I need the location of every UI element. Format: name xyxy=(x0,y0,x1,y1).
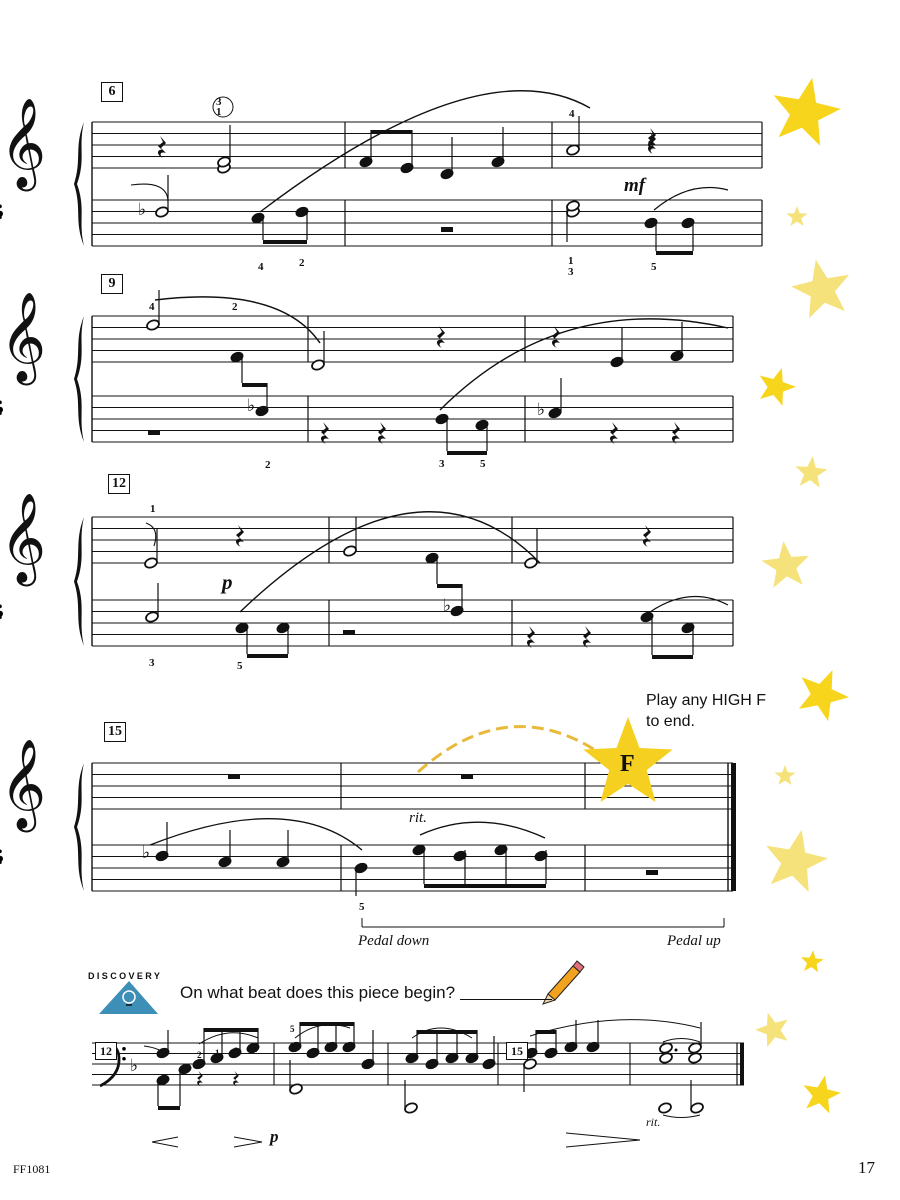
note-head xyxy=(343,545,358,558)
brace xyxy=(74,122,84,246)
decorative-star-icon xyxy=(774,78,841,146)
quarter-rest xyxy=(583,626,591,648)
excerpt-rit: rit. xyxy=(646,1115,661,1129)
crescendo xyxy=(152,1137,178,1142)
decorative-star-icon xyxy=(762,541,809,588)
note-head xyxy=(659,1042,674,1055)
fingering: 5 xyxy=(480,458,486,470)
discovery-question-text: On what beat does this piece begin? xyxy=(180,983,456,1002)
star-note-label: F xyxy=(620,751,635,777)
quarter-rest xyxy=(610,422,618,444)
dot xyxy=(675,1049,678,1052)
whole-rest xyxy=(461,774,473,779)
fingering: 1 xyxy=(150,503,156,515)
slur xyxy=(650,596,728,612)
beam xyxy=(656,251,693,255)
bass-clef-dot xyxy=(0,205,2,209)
whole-rest xyxy=(148,430,160,435)
brace xyxy=(74,316,84,442)
quarter-rest xyxy=(233,1071,239,1086)
callout-line-1: Play any HIGH F xyxy=(646,692,767,709)
fingering: 5 xyxy=(290,1024,295,1034)
beam xyxy=(652,655,693,659)
note-head xyxy=(146,319,161,332)
dynamic-p: p xyxy=(222,570,233,594)
whole-rest xyxy=(343,630,355,635)
slur xyxy=(131,184,168,202)
discovery-question xyxy=(180,983,552,1003)
slur xyxy=(146,523,156,546)
fingering: 5 xyxy=(237,660,243,672)
crescendo xyxy=(152,1142,178,1147)
excerpt-dynamic-p: p xyxy=(270,1127,279,1146)
beam xyxy=(263,240,307,244)
bass-clef-dot xyxy=(0,605,2,609)
answer-blank[interactable] xyxy=(460,983,552,1000)
quarter-rest xyxy=(527,626,535,648)
measure-number-12: 12 xyxy=(108,474,130,494)
note-head xyxy=(144,557,159,570)
quarter-rest xyxy=(378,422,386,444)
fingering: 2 xyxy=(234,1046,239,1056)
pedal-up-label: Pedal up xyxy=(667,933,721,949)
footer-code: FF1081 xyxy=(13,1162,51,1176)
pedal-down-label: Pedal down xyxy=(358,933,430,949)
final-barline-thick xyxy=(740,1043,744,1085)
decorative-star-icon xyxy=(791,260,849,319)
decrescendo xyxy=(566,1133,640,1140)
beam xyxy=(158,1106,180,1110)
decrescendo xyxy=(234,1142,262,1147)
treble-clef: 𝄞 xyxy=(0,97,47,189)
note-head xyxy=(311,359,326,372)
fingering: 4 xyxy=(253,1044,258,1054)
note-head xyxy=(566,144,581,157)
flat-sign: ♭ xyxy=(130,1056,139,1076)
slur xyxy=(663,1039,700,1043)
note-head xyxy=(404,1102,419,1115)
bass-clef-dot xyxy=(122,1047,126,1051)
decorative-star-icon xyxy=(799,670,849,721)
decorative-star-icon xyxy=(801,950,824,972)
decorative-star-icon xyxy=(760,368,796,406)
callout-line-2: to end. xyxy=(646,713,695,730)
beam xyxy=(437,584,462,588)
fingering: 3 xyxy=(568,266,574,278)
slur xyxy=(199,1033,258,1044)
final-barline-thick xyxy=(731,763,736,891)
bass-clef-dot xyxy=(122,1057,126,1061)
beam xyxy=(242,383,267,387)
note-head xyxy=(145,611,160,624)
decorative-star-icon xyxy=(766,830,828,892)
fingering: 2 xyxy=(197,1050,202,1060)
measure-number-9: 9 xyxy=(101,274,123,294)
decorative-star-icon xyxy=(804,1075,841,1113)
fingering: 1 xyxy=(568,255,574,267)
pencil-icon xyxy=(548,966,580,1000)
fingering: 2 xyxy=(299,257,305,269)
note-head xyxy=(658,1102,673,1115)
brace xyxy=(74,517,84,646)
whole-rest xyxy=(646,870,658,875)
fingering: 3 xyxy=(439,458,445,470)
dynamic-mf: mf xyxy=(624,175,646,196)
flat-sign: ♭ xyxy=(537,400,546,420)
fingering: 3 xyxy=(149,657,155,669)
page-number: 17 xyxy=(858,1158,875,1177)
fingering: 2 xyxy=(265,459,271,471)
slur xyxy=(260,91,590,212)
quarter-rest xyxy=(197,1071,203,1086)
beam xyxy=(424,884,546,888)
fingering: 2 xyxy=(232,301,238,313)
beam xyxy=(204,1028,258,1032)
note-head xyxy=(548,407,563,420)
slur xyxy=(663,1115,700,1118)
beam xyxy=(247,654,288,658)
slur xyxy=(295,1025,350,1038)
treble-clef: 𝄞 xyxy=(0,291,47,383)
beam xyxy=(371,130,412,134)
note-head xyxy=(690,1102,705,1115)
fingering: 4 xyxy=(149,301,155,313)
fingering: 5 xyxy=(359,901,365,913)
quarter-rest xyxy=(437,326,445,348)
flat-sign: ♭ xyxy=(142,843,151,863)
flat-sign: ♭ xyxy=(138,200,147,220)
flat-sign: ♭ xyxy=(247,396,256,416)
slur xyxy=(420,822,545,838)
excerpt-measure-15: 15 xyxy=(506,1042,528,1060)
lightbulb-triangle-icon xyxy=(99,981,158,1014)
decorative-star-icon xyxy=(795,456,827,488)
discovery-label: DISCOVERY xyxy=(88,971,163,981)
quarter-rest xyxy=(321,422,329,444)
treble-clef: 𝄞 xyxy=(0,738,47,830)
decorative-star-icon xyxy=(775,765,796,785)
decorative-star-icon xyxy=(787,206,808,226)
decrescendo xyxy=(234,1137,262,1142)
beam xyxy=(447,451,487,455)
slur xyxy=(654,188,728,211)
fingering: 1 xyxy=(216,106,222,118)
note-head xyxy=(155,206,170,219)
brace xyxy=(74,763,84,891)
slur xyxy=(240,512,540,612)
fingering: 4 xyxy=(569,108,575,120)
beam xyxy=(300,1022,354,1026)
decorative-star-icon xyxy=(755,1013,788,1047)
flat-sign: ♭ xyxy=(443,596,452,616)
fingering: 1 xyxy=(215,1048,220,1058)
rit-marking: rit. xyxy=(409,810,427,826)
fingering: 5 xyxy=(651,261,657,273)
fingering: 4 xyxy=(258,261,264,273)
measure-number-15: 15 xyxy=(104,722,126,742)
treble-clef: 𝄞 xyxy=(0,492,47,584)
measure-number-6: 6 xyxy=(101,82,123,102)
dashed-arc xyxy=(418,727,604,772)
quarter-rest xyxy=(552,326,560,348)
bass-clef-dot xyxy=(0,401,2,405)
excerpt-measure-12: 12 xyxy=(95,1042,117,1060)
bass-clef-dot xyxy=(0,850,2,854)
quarter-rest xyxy=(158,136,166,158)
whole-rest xyxy=(441,227,453,232)
fingering: 3 xyxy=(216,96,222,108)
whole-rest xyxy=(228,774,240,779)
quarter-rest xyxy=(672,422,680,444)
decrescendo xyxy=(566,1140,640,1147)
note-head xyxy=(688,1042,703,1055)
